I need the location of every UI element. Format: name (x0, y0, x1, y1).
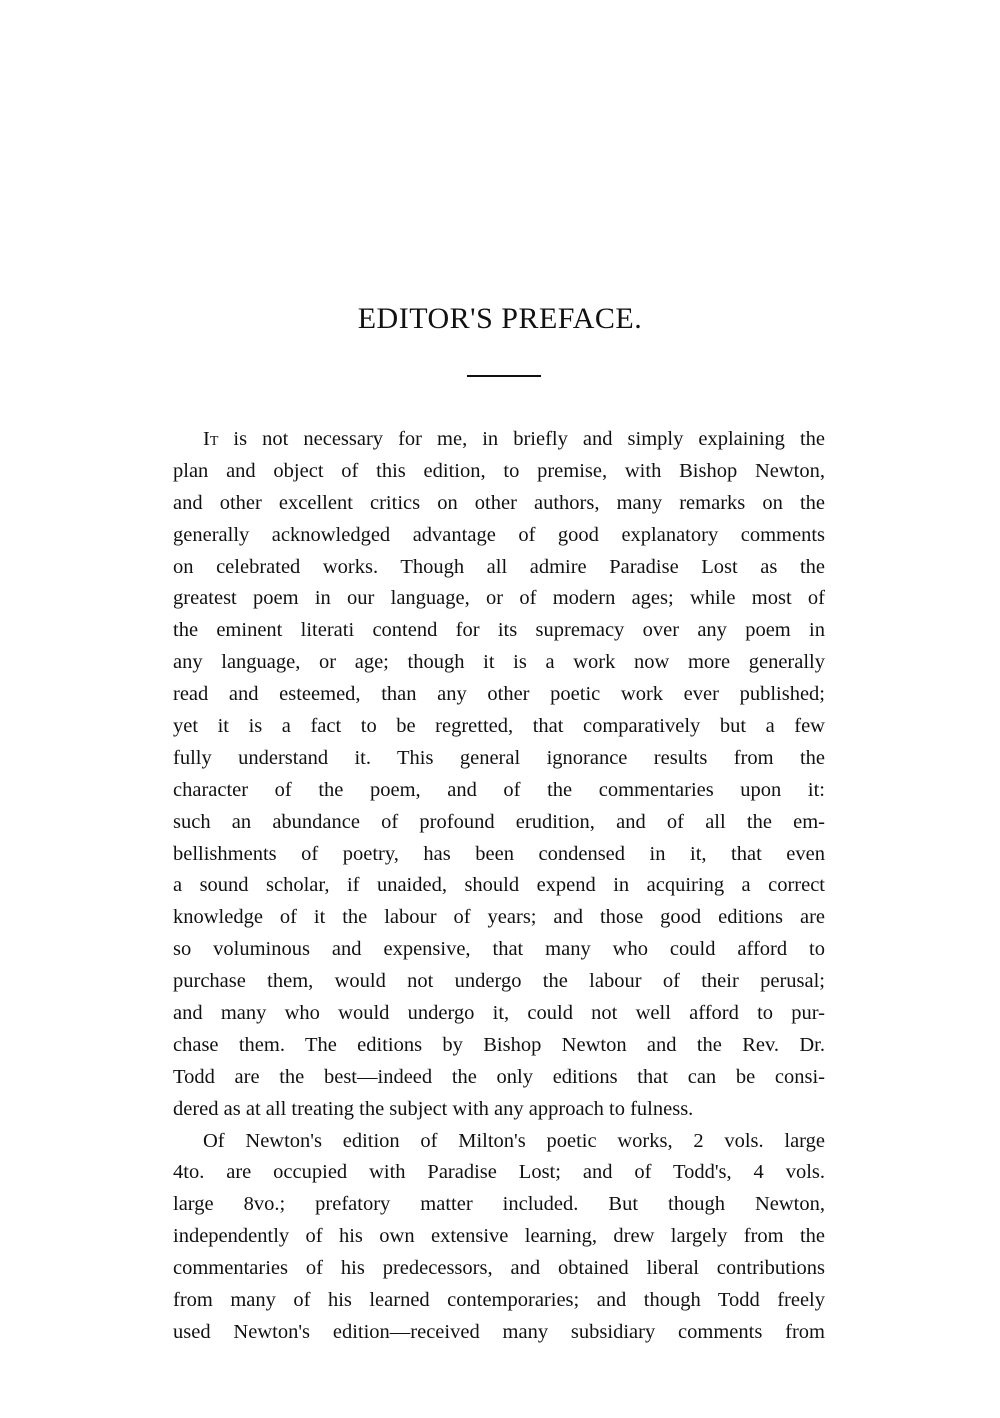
text-line: the eminent literati contend for its supremacy over any poem in (173, 619, 825, 642)
text-line: chase them. The editions by Bishop Newton and the Rev. Dr. (173, 1033, 825, 1056)
text-line: purchase them, would not undergo the labour of their perusal; (173, 970, 825, 993)
text-line: such an abundance of profound erudition, and of all the em- (173, 810, 825, 833)
text-line: knowledge of it the labour of years; and those good editions are (173, 906, 825, 929)
text-line: Of Newton's edition of Milton's poetic works, 2 vols. large (203, 1129, 825, 1152)
text-line: greatest poem in our language, or of modern ages; while most of (173, 587, 825, 610)
title-divider (467, 375, 541, 377)
text-line: independently of his own extensive learning, drew largely from the (173, 1225, 825, 1248)
text-line: commentaries of his predecessors, and obtained liberal contributions (173, 1257, 825, 1280)
text-line: 4to. are occupied with Paradise Lost; and of Todd's, 4 vols. (173, 1161, 825, 1184)
text-line: dered as at all treating the subject with any approach to fulness. (173, 1097, 694, 1120)
text-line: bellishments of poetry, has been condensed in it, that even (173, 842, 825, 865)
text-line: from many of his learned contemporaries; and though Todd freely (173, 1289, 825, 1312)
text-line: so voluminous and expensive, that many who could afford to (173, 938, 825, 961)
text-line: and other excellent critics on other authors, many remarks on the (173, 491, 825, 514)
text-line: Todd are the best—indeed the only editions that can be consi- (173, 1065, 825, 1088)
paragraph-1 (173, 424, 825, 1126)
preface-body (173, 424, 825, 1349)
text-line: It is not necessary for me, in briefly and simply explaining the (203, 428, 825, 450)
page-title: EDITOR'S PREFACE. (357, 302, 643, 335)
drop-lead-word: It (203, 428, 219, 450)
text-line: fully understand it. This general ignorance results from the (173, 746, 825, 769)
text-line: on celebrated works. Though all admire Paradise Lost as the (173, 555, 825, 578)
text-line: character of the poem, and of the commentaries upon it: (173, 778, 825, 801)
text-line: any language, or age; though it is a work now more generally (173, 651, 825, 674)
text-line: large 8vo.; prefatory matter included. But though Newton, (173, 1193, 825, 1216)
paragraph-2 (173, 1126, 825, 1349)
text-line: plan and object of this edition, to premise, with Bishop Newton, (173, 459, 825, 482)
text-line: generally acknowledged advantage of good explanatory comments (173, 523, 825, 546)
text-line: a sound scholar, if unaided, should expend in acquiring a correct (173, 874, 825, 897)
text-line: read and esteemed, than any other poetic work ever published; (173, 683, 825, 706)
text-line: and many who would undergo it, could not well afford to pur- (173, 1002, 825, 1025)
text-line: used Newton's edition—received many subsidiary comments from (173, 1320, 825, 1343)
text-line: yet it is a fact to be regretted, that comparatively but a few (173, 715, 825, 738)
